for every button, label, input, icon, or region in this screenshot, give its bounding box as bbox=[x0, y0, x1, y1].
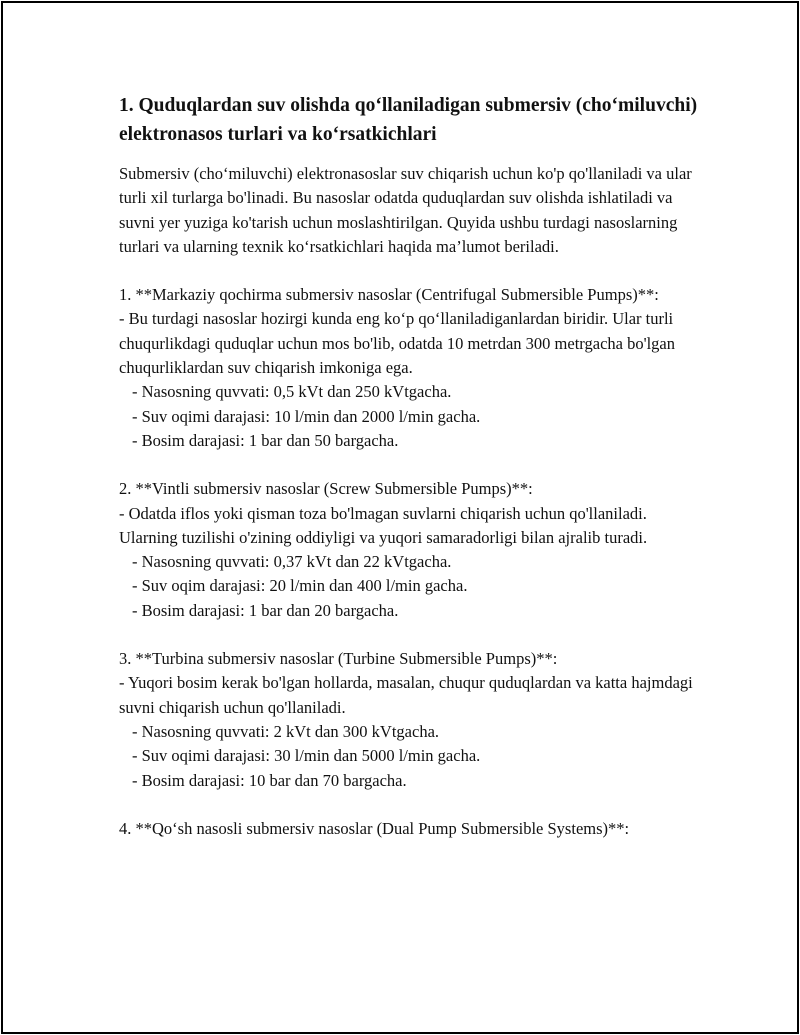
page-frame bbox=[1, 1, 799, 1034]
section-heading: 1. **Markaziy qochirma submersiv nasoslar (Centrifugal Submersible Pumps)**: bbox=[119, 285, 659, 305]
spec-flow-rate: - Suv oqimi darajasi: 10 l/min dan 2000 l/min gacha. bbox=[132, 406, 481, 426]
section-heading: 4. **Qo‘sh nasosli submersiv nasoslar (Dual Pump Submersible Systems)**: bbox=[119, 818, 630, 838]
document-body bbox=[119, 91, 699, 841]
spec-flow-rate: - Suv oqimi darajasi: 30 l/min dan 5000 l/min gacha. bbox=[132, 746, 481, 766]
section-centrifugal-pumps bbox=[119, 283, 699, 453]
section-turbine-pumps bbox=[119, 647, 699, 793]
section-description: - Bu turdagi nasoslar hozirgi kunda eng ko‘p qo‘llaniladiganlardan biridir. Ular turli chuqurlikdagi quduqlar uchun mos bo'lib, odatda 10 metrdan 300 metrgacha bo'lgan chuqurliklardan suv chiqarish imkoniga ega. bbox=[119, 309, 675, 378]
section-description: - Odatda iflos yoki qisman toza bo'lmagan suvlarni chiqarish uchun qo'llaniladi. Ularning tuzilishi o'zining oddiyligi va yuqori samaradorligi bilan ajralib turadi. bbox=[119, 503, 648, 547]
spec-pressure: - Bosim darajasi: 1 bar dan 20 bargacha. bbox=[132, 600, 399, 620]
section-heading: 2. **Vintli submersiv nasoslar (Screw Submersible Pumps)**: bbox=[119, 479, 533, 499]
spec-pressure: - Bosim darajasi: 10 bar dan 70 bargacha. bbox=[132, 770, 407, 790]
spec-pressure: - Bosim darajasi: 1 bar dan 50 bargacha. bbox=[132, 430, 399, 450]
document-title: 1. Quduqlardan suv olishda qo‘llaniladigan submersiv (cho‘miluvchi) elektronasos turlari va ko‘rsatkichlari bbox=[119, 95, 698, 145]
section-screw-pumps bbox=[119, 477, 699, 623]
section-description: - Yuqori bosim kerak bo'lgan hollarda, masalan, chuqur quduqlardan va katta hajmdagi suvni chiqarish uchun qo'llaniladi. bbox=[119, 673, 693, 717]
spec-flow-rate: - Suv oqim darajasi: 20 l/min dan 400 l/min gacha. bbox=[132, 576, 468, 596]
intro-paragraph: Submersiv (cho‘miluvchi) elektronasoslar suv chiqarish uchun ko'p qo'llaniladi va ular turli xil turlarga bo'linadi. Bu nasoslar odatda quduqlardan suv olishda ishlatiladi va suvni yer yuziga ko'tarish uchun moslashtirilgan. Quyida ushbu turdagi nasoslarning turlari va ularning texnik ko‘rsatkichlari haqida ma’lumot beriladi. bbox=[119, 164, 692, 256]
section-dual-pump-systems bbox=[119, 817, 699, 841]
spec-power: - Nasosning quvvati: 2 kVt dan 300 kVtgacha. bbox=[132, 721, 440, 741]
section-heading: 3. **Turbina submersiv nasoslar (Turbine Submersible Pumps)**: bbox=[119, 649, 558, 669]
spec-power: - Nasosning quvvati: 0,5 kVt dan 250 kVtgacha. bbox=[132, 382, 452, 402]
spec-power: - Nasosning quvvati: 0,37 kVt dan 22 kVtgacha. bbox=[132, 552, 452, 572]
